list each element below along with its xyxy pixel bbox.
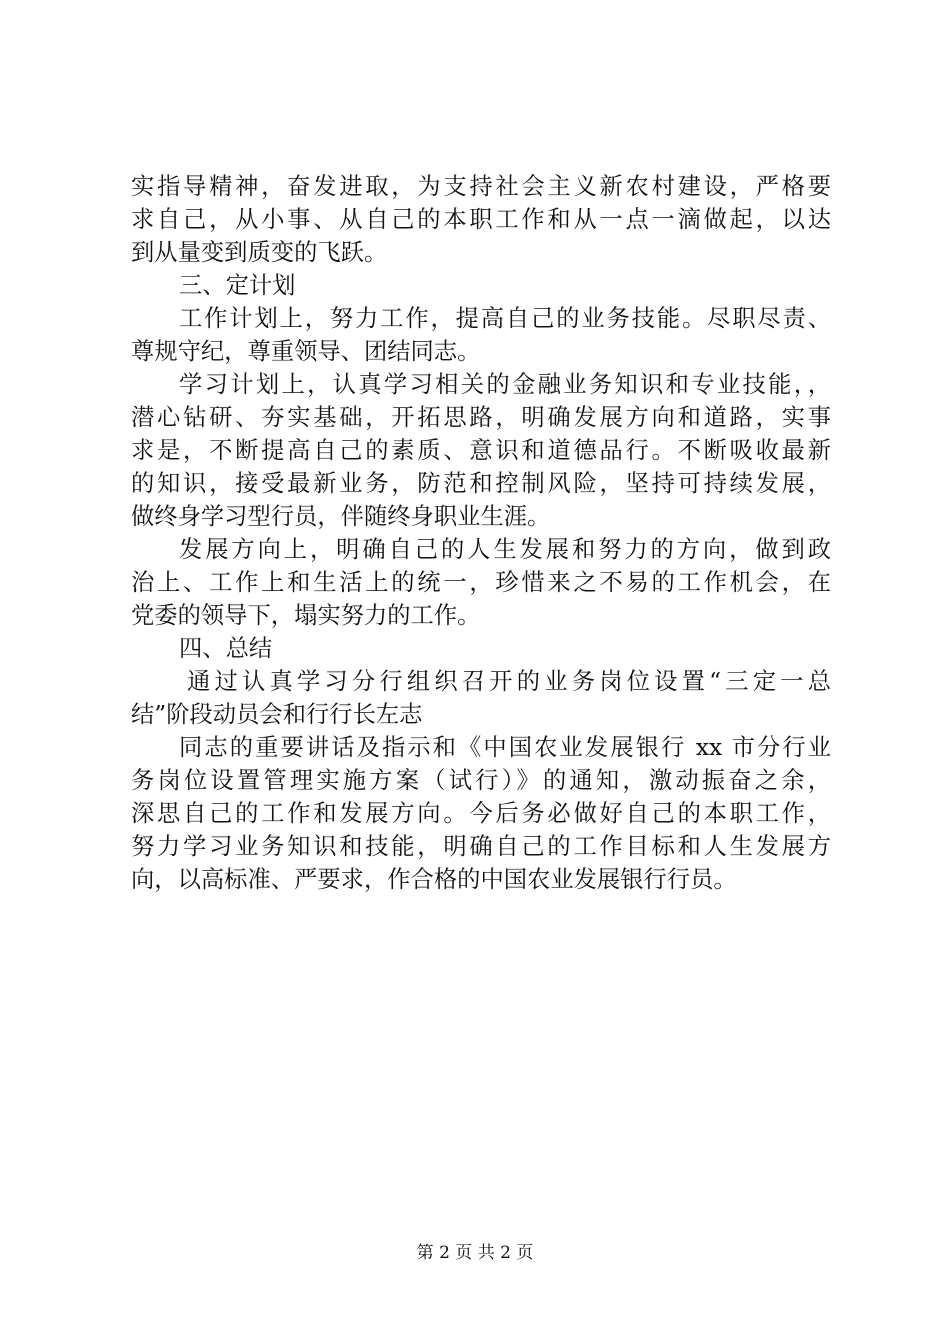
section-heading: 四、总结 bbox=[179, 635, 273, 662]
text-line: 治上、工作上和生活上的统一，珍惜来之不易的工作机会，在 bbox=[131, 569, 831, 596]
text-line: 求是，不断提高自己的素质、意识和道德品行。不断吸收最新 bbox=[131, 437, 831, 464]
text-line: 潜心钻研、夯实基础，开拓思路，明确发展方向和道路，实事 bbox=[131, 404, 831, 431]
text-line: 求自己，从小事、从自己的本职工作和从一点一滴做起，以达 bbox=[131, 206, 831, 233]
text-line: 努力学习业务知识和技能，明确自己的工作目标和人生发展方 bbox=[131, 833, 831, 860]
text-line: 的知识，接受最新业务，防范和控制风险，坚持可持续发展， bbox=[131, 470, 831, 497]
text-line: 学习计划上，认真学习相关的金融业务知识和专业技能，， bbox=[179, 371, 831, 398]
text-line: 实指导精神，奋发进取，为支持社会主义新农村建设，严格要 bbox=[131, 173, 831, 200]
document-body bbox=[131, 170, 831, 896]
text-line: 党委的领导下，塌实努力的工作。 bbox=[131, 602, 481, 629]
text-line: 尊规守纪，尊重领导、团结同志。 bbox=[131, 338, 481, 365]
text-line: 务岗位设置管理实施方案（试行）》的通知，激动振奋之余， bbox=[131, 767, 831, 794]
text-line: 做终身学习型行员，伴随终身职业生涯。 bbox=[131, 503, 551, 530]
section-heading: 三、定计划 bbox=[179, 272, 296, 299]
text-line: 深思自己的工作和发展方向。今后务必做好自己的本职工作， bbox=[131, 800, 831, 827]
text-line: 通过认真学习分行组织召开的业务岗位设置“三定一总 bbox=[187, 668, 831, 695]
text-line: 结”阶段动员会和行行长左志 bbox=[131, 701, 423, 728]
text-line: 工作计划上，努力工作，提高自己的业务技能。尽职尽责、 bbox=[179, 305, 831, 332]
text-line: 发展方向上，明确自己的人生发展和努力的方向，做到政 bbox=[179, 536, 831, 563]
text-line: 到从量变到质变的飞跃。 bbox=[131, 239, 388, 266]
page-number: 第 2 页 共 2 页 bbox=[416, 1243, 534, 1263]
text-line: 向，以高标准、严要求，作合格的中国农业发展银行行员。 bbox=[131, 866, 737, 893]
text-line: 同志的重要讲话及指示和《中国农业发展银行 xx 市分行业 bbox=[179, 734, 831, 761]
